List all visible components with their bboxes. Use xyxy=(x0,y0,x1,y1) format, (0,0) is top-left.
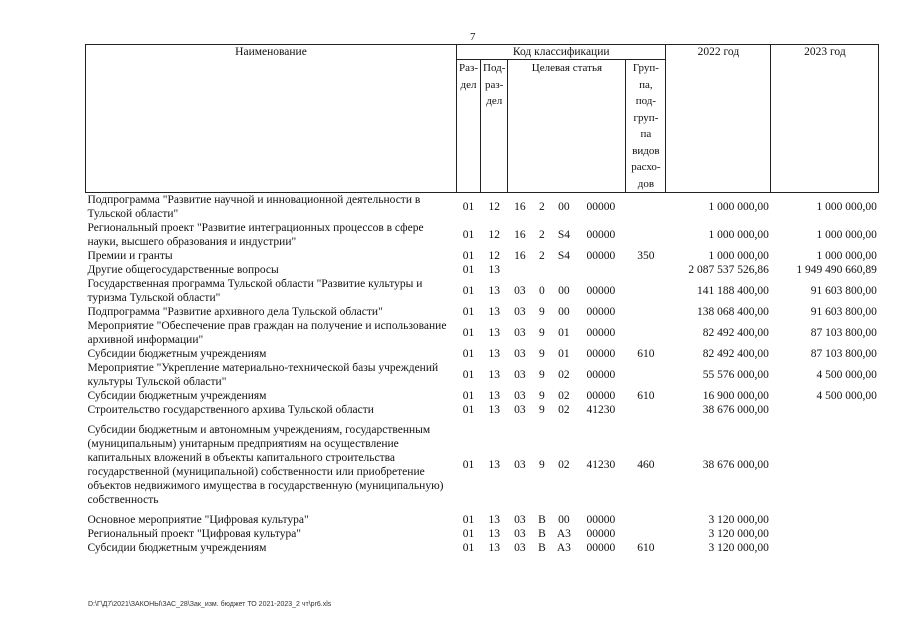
row-podrazdel: 12 xyxy=(488,250,500,262)
row-razdel: 01 xyxy=(462,201,475,213)
row-year-2023 xyxy=(771,403,879,417)
row-target-3: S4 xyxy=(557,229,570,241)
row-year-2023: 91 603 800,00 xyxy=(810,306,877,318)
row-year-2023: 91 603 800,00 xyxy=(810,285,877,297)
row-target-4: 00000 xyxy=(586,327,616,339)
row-group xyxy=(626,221,666,249)
row-razdel: 01 xyxy=(462,327,475,339)
row-target-2: 2 xyxy=(539,229,545,241)
row-target-1: 16 xyxy=(514,250,526,262)
row-target-1: 03 xyxy=(514,348,526,360)
row-razdel: 01 xyxy=(462,285,475,297)
row-year-2023: 1 949 490 660,89 xyxy=(796,264,877,276)
row-name: Субсидии бюджетным учреждениям xyxy=(87,542,267,554)
header-year-2022: 2022 год xyxy=(666,45,771,193)
row-razdel: 01 xyxy=(462,264,475,276)
row-name: Подпрограмма "Развитие научной и инновационной деятельности в Тульской области" xyxy=(87,194,421,220)
row-target-2: 2 xyxy=(539,250,545,262)
row-target-4: 00000 xyxy=(586,390,616,402)
row-name: Другие общегосударственные вопросы xyxy=(87,264,279,276)
row-podrazdel: 13 xyxy=(488,369,500,381)
row-target-3: 01 xyxy=(558,327,570,339)
row-razdel: 01 xyxy=(462,369,475,381)
row-group xyxy=(626,513,666,527)
row-year-2022: 38 676 000,00 xyxy=(702,459,769,471)
row-year-2023 xyxy=(771,541,879,555)
row-target-4: 00000 xyxy=(586,514,616,526)
row-target-4: 00000 xyxy=(586,285,616,297)
row-name: Строительство государственного архива Тульской области xyxy=(87,404,374,416)
row-year-2022: 3 120 000,00 xyxy=(708,542,769,554)
header-year-2023: 2023 год xyxy=(771,45,879,193)
row-target-2: 9 xyxy=(539,348,545,360)
row-target-4: 00000 xyxy=(586,542,616,554)
row-name: Мероприятие "Укрепление материально-технической базы учреждений культуры Тульской области" xyxy=(87,362,439,388)
header-razdel: Раз-дел xyxy=(457,60,481,193)
row-target-4: 00000 xyxy=(586,250,616,262)
row-name: Премии и гранты xyxy=(87,250,173,262)
row-target-4: 00000 xyxy=(586,369,616,381)
row-year-2022: 82 492 400,00 xyxy=(702,348,769,360)
header-podrazdel: Под-раз-дел xyxy=(481,60,508,193)
row-name: Мероприятие "Обеспечение прав граждан на получение и использование архивной информации" xyxy=(87,320,447,346)
row-group: 610 xyxy=(637,542,655,554)
row-razdel: 01 xyxy=(462,459,475,471)
row-group xyxy=(626,361,666,389)
row-target-4: 00000 xyxy=(586,348,616,360)
page-number: 7 xyxy=(470,31,476,43)
row-year-2023 xyxy=(771,513,879,527)
table-row xyxy=(86,263,879,277)
row-podrazdel: 13 xyxy=(488,404,500,416)
table-row xyxy=(86,361,879,389)
row-target-2: 9 xyxy=(539,369,545,381)
row-target-3 xyxy=(552,263,576,277)
row-year-2022: 138 068 400,00 xyxy=(697,306,769,318)
row-name: Субсидии бюджетным учреждениям xyxy=(87,348,267,360)
row-year-2022: 55 576 000,00 xyxy=(702,369,769,381)
row-target-1 xyxy=(508,263,532,277)
row-name: Государственная программа Тульской области "Развитие культуры и туризма Тульской области" xyxy=(87,278,423,304)
row-group xyxy=(626,527,666,541)
row-group xyxy=(626,263,666,277)
row-year-2022: 1 000 000,00 xyxy=(708,229,769,241)
row-razdel: 01 xyxy=(462,404,475,416)
row-target-4: 00000 xyxy=(586,306,616,318)
row-razdel: 01 xyxy=(462,348,475,360)
row-year-2022: 3 120 000,00 xyxy=(708,528,769,540)
row-target-1: 03 xyxy=(514,327,526,339)
header-row-1 xyxy=(86,45,879,60)
table-row xyxy=(86,319,879,347)
row-target-3: S4 xyxy=(557,250,570,262)
row-podrazdel: 13 xyxy=(488,390,500,402)
row-target-2: 9 xyxy=(539,327,545,339)
row-podrazdel: 13 xyxy=(488,327,500,339)
row-target-3: 00 xyxy=(558,306,570,318)
row-target-3: 02 xyxy=(558,390,570,402)
file-path-footer: D:\Г\Д7\2021\ЗАКОНЫ\ЗАС_28\Зак_изм. бюджет ТО 2021-2023_2 чт\pr6.xls xyxy=(88,601,332,608)
row-target-4: 41230 xyxy=(586,404,616,416)
table-row xyxy=(86,423,879,507)
row-group: 610 xyxy=(637,348,655,360)
row-name: Основное мероприятие "Цифровая культура" xyxy=(87,514,309,526)
row-target-1: 03 xyxy=(514,285,526,297)
row-razdel: 01 xyxy=(462,306,475,318)
row-target-1: 03 xyxy=(514,514,526,526)
row-group: 460 xyxy=(637,459,655,471)
header-target: Целевая статья xyxy=(508,60,626,193)
row-target-1: 03 xyxy=(514,459,526,471)
row-target-2: В xyxy=(538,542,546,554)
row-year-2022: 16 900 000,00 xyxy=(702,390,769,402)
row-razdel: 01 xyxy=(462,514,475,526)
table-row xyxy=(86,541,879,555)
row-group xyxy=(626,319,666,347)
row-target-4: 00000 xyxy=(586,201,616,213)
row-name: Региональный проект "Цифровая культура" xyxy=(87,528,301,540)
row-year-2023: 1 000 000,00 xyxy=(816,229,877,241)
table-row xyxy=(86,277,879,305)
row-target-1: 03 xyxy=(514,306,526,318)
row-podrazdel: 13 xyxy=(488,459,500,471)
row-year-2022: 3 120 000,00 xyxy=(708,514,769,526)
row-year-2022: 38 676 000,00 xyxy=(702,404,769,416)
row-target-4: 00000 xyxy=(586,229,616,241)
row-target-2: 0 xyxy=(539,285,545,297)
row-podrazdel: 13 xyxy=(488,306,500,318)
row-year-2022: 82 492 400,00 xyxy=(702,327,769,339)
row-razdel: 01 xyxy=(462,229,475,241)
row-target-3: 00 xyxy=(558,201,570,213)
table-row xyxy=(86,513,879,527)
row-year-2023: 87 103 800,00 xyxy=(810,327,877,339)
row-target-2: 9 xyxy=(539,390,545,402)
row-podrazdel: 13 xyxy=(488,514,500,526)
table-row xyxy=(86,221,879,249)
row-target-2: 9 xyxy=(539,404,545,416)
row-year-2023: 1 000 000,00 xyxy=(816,201,877,213)
row-target-2 xyxy=(532,263,552,277)
row-year-2023: 87 103 800,00 xyxy=(810,348,877,360)
row-target-1: 16 xyxy=(514,229,526,241)
row-name: Субсидии бюджетным учреждениям xyxy=(87,390,267,402)
row-target-1: 03 xyxy=(514,528,526,540)
table-row xyxy=(86,403,879,417)
budget-table xyxy=(85,44,879,555)
row-year-2023 xyxy=(771,423,879,507)
row-target-1: 16 xyxy=(514,201,526,213)
table-row xyxy=(86,249,879,263)
row-podrazdel: 13 xyxy=(488,264,500,276)
row-target-4 xyxy=(576,263,626,277)
row-razdel: 01 xyxy=(462,390,475,402)
row-group: 610 xyxy=(637,390,655,402)
row-year-2022: 1 000 000,00 xyxy=(708,250,769,262)
row-target-3: 02 xyxy=(558,459,570,471)
row-target-4: 00000 xyxy=(586,528,616,540)
row-group xyxy=(626,305,666,319)
table-row xyxy=(86,347,879,361)
row-year-2023: 4 500 000,00 xyxy=(816,369,877,381)
row-target-1: 03 xyxy=(514,404,526,416)
row-podrazdel: 13 xyxy=(488,528,500,540)
row-name: Региональный проект "Развитие интеграционных процессов в сфере науки, высшего образования и индустрии" xyxy=(87,222,424,248)
row-podrazdel: 13 xyxy=(488,348,500,360)
table-row xyxy=(86,389,879,403)
row-year-2023 xyxy=(771,527,879,541)
row-group xyxy=(626,277,666,305)
row-podrazdel: 13 xyxy=(488,542,500,554)
row-razdel: 01 xyxy=(462,542,475,554)
table-row xyxy=(86,193,879,222)
row-podrazdel: 12 xyxy=(488,201,500,213)
row-target-2: 9 xyxy=(539,306,545,318)
row-target-2: 9 xyxy=(539,459,545,471)
row-target-2: В xyxy=(538,528,546,540)
row-target-3: 01 xyxy=(558,348,570,360)
row-target-1: 03 xyxy=(514,369,526,381)
row-name: Субсидии бюджетным и автономным учреждениям, государственным (муниципальным) унитарным предприятиям на осуществление капитальных вложений в объекты капитального строительства государственной (муниципальной) собственности или приобретение объектов недвижимого имущества в государственную (муниципальную) собственность xyxy=(87,424,444,506)
row-target-2: 2 xyxy=(539,201,545,213)
row-year-2022: 1 000 000,00 xyxy=(708,201,769,213)
table-row xyxy=(86,305,879,319)
header-name: Наименование xyxy=(86,45,457,193)
header-group: Груп-па, под-груп-па видов расхо-дов xyxy=(626,60,666,193)
row-target-4: 41230 xyxy=(586,459,616,471)
row-group: 350 xyxy=(637,250,655,262)
row-target-3: А3 xyxy=(556,528,571,540)
row-year-2022: 2 087 537 526,86 xyxy=(688,264,769,276)
row-target-1: 03 xyxy=(514,390,526,402)
table-body xyxy=(86,193,879,556)
row-razdel: 01 xyxy=(462,250,475,262)
row-year-2023: 4 500 000,00 xyxy=(816,390,877,402)
row-year-2022: 141 188 400,00 xyxy=(697,285,769,297)
row-target-3: 00 xyxy=(558,285,570,297)
row-target-2: В xyxy=(538,514,546,526)
row-year-2023: 1 000 000,00 xyxy=(816,250,877,262)
row-target-1: 03 xyxy=(514,542,526,554)
row-target-3: 02 xyxy=(558,369,570,381)
table-row xyxy=(86,527,879,541)
row-target-3: 00 xyxy=(558,514,570,526)
row-razdel: 01 xyxy=(462,528,475,540)
row-name: Подпрограмма "Развитие архивного дела Тульской области" xyxy=(87,306,383,318)
row-podrazdel: 13 xyxy=(488,285,500,297)
row-podrazdel: 12 xyxy=(488,229,500,241)
row-group xyxy=(626,403,666,417)
row-target-3: А3 xyxy=(556,542,571,554)
header-code: Код классификации xyxy=(457,45,666,60)
row-group xyxy=(626,193,666,222)
row-target-3: 02 xyxy=(558,404,570,416)
